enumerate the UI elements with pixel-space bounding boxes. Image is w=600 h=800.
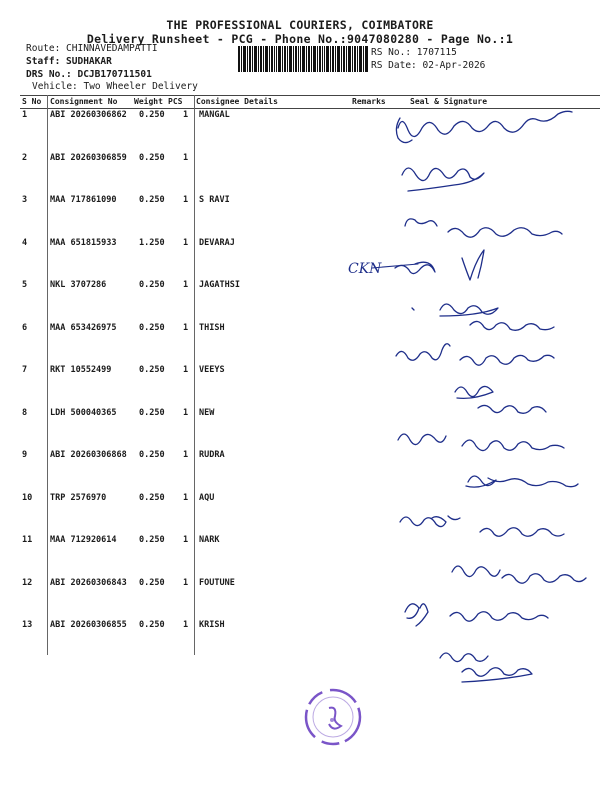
cell-pcs: 1	[183, 408, 189, 418]
cell-sno: 9	[22, 450, 28, 460]
col-consignment: Consignment No	[50, 97, 118, 106]
cell-sno: 4	[22, 238, 28, 248]
cell-sno: 11	[22, 535, 33, 545]
cell-consignee: VEEYS	[199, 365, 225, 375]
cell-sno: 3	[22, 195, 28, 205]
cell-weight: 1.250	[139, 238, 165, 248]
cell-sno: 13	[22, 620, 33, 630]
cell-weight: 0.250	[139, 408, 165, 418]
cell-pcs: 1	[183, 323, 189, 333]
remark-handwriting: CKN	[348, 261, 382, 277]
col-remarks: Remarks	[352, 97, 386, 106]
cell-consignment: MAA 653426975	[50, 323, 117, 333]
route-label: Route: CHINNAVEDAMPATTI	[26, 43, 158, 54]
cell-consignment: MAA 712920614	[50, 535, 117, 545]
cell-consignee: FOUTUNE	[199, 578, 235, 588]
rs-date: RS Date: 02-Apr-2026	[371, 60, 486, 71]
stamp-seal-icon	[302, 686, 364, 748]
runsheet-subtitle: Delivery Runsheet - PCG - Phone No.:9047080280 - Page No.:1	[86, 32, 514, 46]
cell-sno: 12	[22, 578, 33, 588]
cell-consignment: TRP 2576970	[50, 493, 107, 503]
cell-sno: 2	[22, 153, 28, 163]
col-sno: S No	[22, 97, 42, 106]
cell-weight: 0.250	[139, 620, 165, 630]
cell-consignment: NKL 3707286	[50, 280, 107, 290]
cell-weight: 0.250	[139, 280, 165, 290]
cell-consignment: ABI 20260306855	[50, 620, 127, 630]
cell-sno: 6	[22, 323, 28, 333]
cell-consignment: LDH 500040365	[50, 408, 117, 418]
cell-pcs: 1	[183, 238, 189, 248]
cell-pcs: 1	[183, 280, 189, 290]
cell-weight: 0.250	[139, 323, 165, 333]
cell-weight: 0.250	[139, 365, 165, 375]
cell-consignment: ABI 20260306868	[50, 450, 127, 460]
cell-pcs: 1	[183, 153, 189, 163]
company-title: THE PROFESSIONAL COURIERS, COIMBATORE	[166, 18, 434, 32]
cell-consignee: MANGAL	[199, 110, 230, 120]
rs-number: RS No.: 1707115	[371, 47, 457, 58]
cell-consignee: S RAVI	[199, 195, 230, 205]
table-row	[20, 277, 600, 320]
col-consignee: Consignee Details	[196, 97, 278, 106]
barcode-image	[238, 46, 368, 72]
staff-label: Staff: SUDHAKAR	[26, 56, 112, 67]
cell-pcs: 1	[183, 450, 189, 460]
cell-weight: 0.250	[139, 535, 165, 545]
cell-weight: 0.250	[139, 578, 165, 588]
cell-consignment: ABI 20260306859	[50, 153, 127, 163]
table-row	[20, 490, 600, 533]
cell-consignment: ABI 20260306862	[50, 110, 127, 120]
cell-pcs: 1	[183, 620, 189, 630]
cell-weight: 0.250	[139, 110, 165, 120]
cell-weight: 0.250	[139, 195, 165, 205]
cell-pcs: 1	[183, 493, 189, 503]
cell-sno: 5	[22, 280, 28, 290]
cell-sno: 1	[22, 110, 28, 120]
cell-consignee: NEW	[199, 408, 215, 418]
cell-sno: 10	[22, 493, 33, 503]
cell-weight: 0.250	[139, 450, 165, 460]
cell-sno: 8	[22, 408, 28, 418]
drs-number: DRS No.: DCJB170711501	[26, 69, 152, 80]
cell-pcs: 1	[183, 110, 189, 120]
cell-consignment: ABI 20260306843	[50, 578, 127, 588]
cell-consignment: RKT 10552499	[50, 365, 112, 375]
cell-weight: 0.250	[139, 153, 165, 163]
col-pcs: PCS	[168, 97, 183, 106]
cell-consignment: MAA 717861090	[50, 195, 117, 205]
cell-consignee: NARK	[199, 535, 220, 545]
cell-consignee: THISH	[199, 323, 225, 333]
cell-pcs: 1	[183, 195, 189, 205]
cell-sno: 7	[22, 365, 28, 375]
cell-consignee: JAGATHSI	[199, 280, 240, 290]
cell-weight: 0.250	[139, 493, 165, 503]
vehicle-label: Vehicle: Two Wheeler Delivery	[32, 81, 198, 92]
cell-consignee: DEVARAJ	[199, 238, 235, 248]
cell-pcs: 1	[183, 535, 189, 545]
col-weight: Weight	[134, 97, 163, 106]
col-seal: Seal & Signature	[410, 97, 488, 106]
cell-pcs: 1	[183, 578, 189, 588]
cell-consignee: AQU	[199, 493, 215, 503]
signature-mark	[462, 668, 532, 682]
cell-pcs: 1	[183, 365, 189, 375]
cell-consignee: KRISH	[199, 620, 225, 630]
cell-consignee: RUDRA	[199, 450, 225, 460]
cell-consignment: MAA 651815933	[50, 238, 117, 248]
